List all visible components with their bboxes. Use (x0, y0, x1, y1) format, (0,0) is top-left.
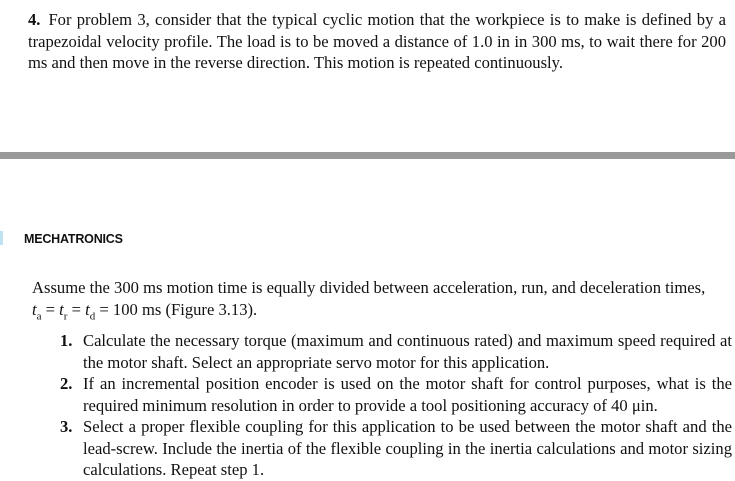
list-item (60, 373, 732, 416)
problem-number: 4. (28, 10, 41, 29)
intro-paragraph (32, 277, 730, 327)
list-item (60, 330, 732, 373)
problem-text: For problem 3, consider that the typical cyclic motion that the workpiece is to make is defined by a trapezoidal velocity profile. The load is to be moved a distance of 1.0 in in 300 ms, to wait there for 200 ms and then move in the reverse direction. This motion is repeated continuously. (28, 10, 726, 72)
item-text: Calculate the necessary torque (maximum and continuous rated) and maximum speed required at the motor shaft. Select an appropriate servo motor for this application. (83, 331, 732, 372)
item-text: If an incremental position encoder is used on the motor shaft for control purposes, what is the required minimum resolution in order to provide a tool positioning accuracy of 40 μin. (83, 374, 732, 415)
item-number: 2. (60, 374, 73, 393)
item-number: 3. (60, 417, 73, 436)
steps-list (60, 330, 732, 481)
page-divider (0, 152, 735, 159)
item-text: Select a proper flexible coupling for this application to be used between the motor shaft and the lead-screw. Include the inertia of the flexible coupling in the inertia calculations and motor sizing calculations. Repeat step 1. (83, 417, 732, 479)
problem-4 (28, 9, 726, 74)
timing-equation: $t_a = t_r = t_d = 100$ ms (Figure 3.13). (32, 299, 258, 322)
item-number: 1. (60, 331, 73, 350)
section-header: MECHATRONICS (24, 232, 123, 246)
intro-text: Assume the 300 ms motion time is equally divided between acceleration, run, and deceleration times, (32, 278, 706, 297)
list-item (60, 416, 732, 481)
margin-mark (0, 231, 3, 245)
